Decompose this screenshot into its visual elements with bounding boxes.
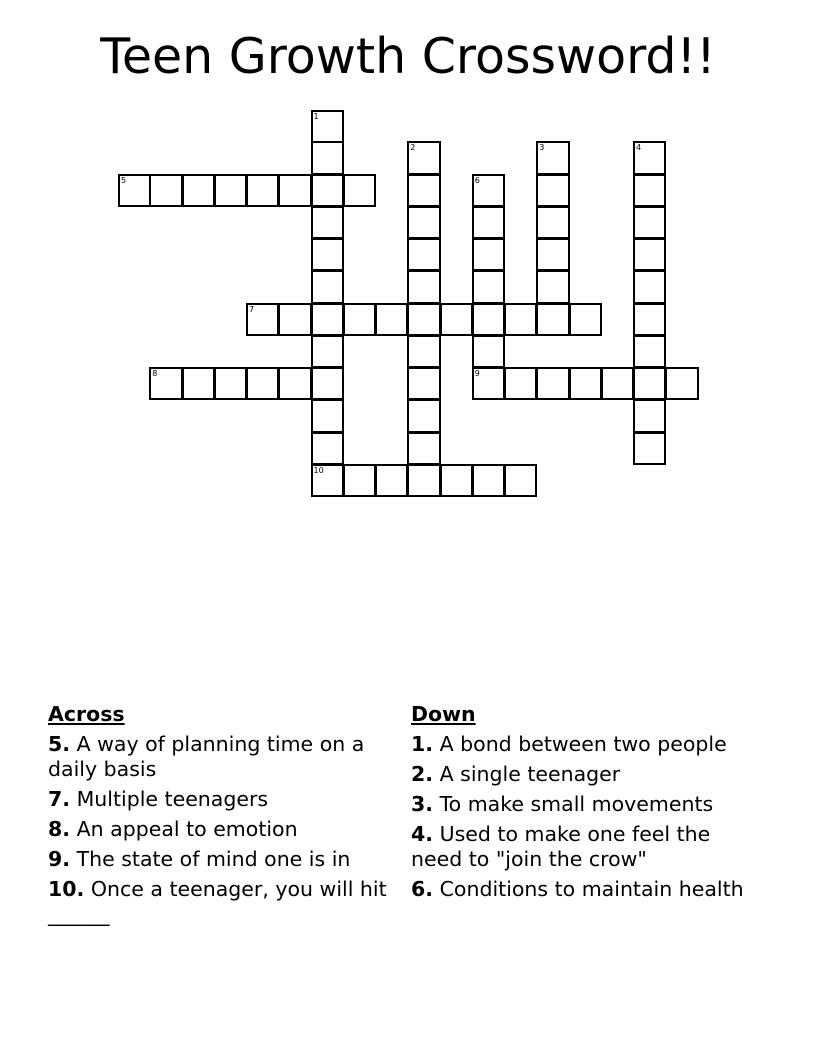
- grid-cell[interactable]: [182, 367, 215, 400]
- clue-text: To make small movements: [439, 792, 714, 816]
- grid-cell[interactable]: [504, 367, 537, 400]
- grid-cell[interactable]: [407, 464, 440, 497]
- across-clue: [48, 817, 388, 842]
- grid-cell[interactable]: [246, 367, 279, 400]
- grid-cell[interactable]: [440, 464, 473, 497]
- down-clue: [411, 732, 751, 757]
- grid-cell[interactable]: [633, 270, 666, 303]
- cell-number: 3: [539, 143, 545, 153]
- across-clue: [48, 847, 388, 872]
- grid-cell[interactable]: [633, 303, 666, 336]
- down-clue: [411, 877, 751, 902]
- cell-number: 10: [313, 465, 324, 475]
- grid-cell[interactable]: [375, 464, 408, 497]
- down-clue: [411, 822, 751, 872]
- cell-number: 4: [636, 143, 642, 153]
- grid-cell[interactable]: [278, 367, 311, 400]
- grid-cell[interactable]: [665, 367, 698, 400]
- clue-text: A single teenager: [439, 762, 621, 786]
- grid-cell[interactable]: [407, 367, 440, 400]
- clue-text: A bond between two people: [439, 732, 727, 756]
- grid-cell[interactable]: [504, 464, 537, 497]
- grid-cell[interactable]: [472, 174, 505, 207]
- grid-cell[interactable]: [407, 206, 440, 239]
- cell-number: 9: [474, 369, 480, 378]
- clue-text: A way of planning time on a daily basis: [48, 732, 365, 781]
- grid-cell[interactable]: [633, 335, 666, 368]
- grid-cell[interactable]: [278, 174, 311, 207]
- grid-cell[interactable]: [407, 174, 440, 207]
- grid-cell[interactable]: [311, 367, 344, 400]
- grid-cell[interactable]: [311, 174, 344, 207]
- grid-cell[interactable]: [504, 303, 537, 336]
- across-clues: [48, 702, 388, 932]
- clue-number: 1.: [411, 732, 434, 756]
- grid-cell[interactable]: [569, 303, 602, 336]
- grid-cell[interactable]: [343, 464, 376, 497]
- grid-cell[interactable]: [311, 110, 344, 143]
- grid-cell[interactable]: [472, 335, 505, 368]
- grid-cell[interactable]: [407, 303, 440, 336]
- clue-text: Used to make one feel the need to "join the crow": [411, 822, 711, 871]
- grid-cell[interactable]: [311, 464, 344, 497]
- clue-text: Multiple teenagers: [76, 787, 269, 811]
- grid-cell[interactable]: [536, 367, 569, 400]
- cell-number: 5: [121, 175, 127, 185]
- grid-cell[interactable]: [407, 399, 440, 432]
- grid-cell[interactable]: [407, 238, 440, 271]
- cell-number: 2: [410, 143, 416, 153]
- grid-cell[interactable]: [472, 238, 505, 271]
- grid-cell[interactable]: [601, 367, 634, 400]
- clue-number: 10.: [48, 877, 85, 901]
- grid-cell[interactable]: [536, 238, 569, 271]
- clue-number: 2.: [411, 762, 434, 786]
- clue-number: 6.: [411, 877, 434, 901]
- cell-number: 6: [474, 175, 480, 185]
- crossword-grid: [0, 0, 816, 520]
- grid-cell[interactable]: [536, 270, 569, 303]
- cell-number: 1: [313, 112, 319, 121]
- puzzle-title: Teen Growth Crossword!!: [100, 28, 716, 85]
- grid-cell[interactable]: [407, 141, 440, 174]
- across-clue: [48, 732, 388, 782]
- grid-cell[interactable]: [118, 174, 151, 207]
- grid-cell[interactable]: [311, 141, 344, 174]
- grid-cell[interactable]: [633, 174, 666, 207]
- grid-cell[interactable]: [311, 270, 344, 303]
- clue-number: 3.: [411, 792, 434, 816]
- grid-cell[interactable]: [472, 206, 505, 239]
- down-clue: [411, 762, 751, 787]
- grid-cell[interactable]: [375, 303, 408, 336]
- across-clue: [48, 787, 388, 812]
- grid-cell[interactable]: [246, 303, 279, 336]
- clue-text: The state of mind one is in: [76, 847, 351, 871]
- grid-cell[interactable]: [440, 303, 473, 336]
- clue-number: 4.: [411, 822, 434, 846]
- across-heading: Across: [48, 702, 125, 726]
- across-clue: [48, 877, 388, 927]
- cell-number: 7: [249, 304, 255, 314]
- clue-number: 8.: [48, 817, 71, 841]
- grid-cell[interactable]: [633, 238, 666, 271]
- grid-cell[interactable]: [311, 238, 344, 271]
- grid-cell[interactable]: [149, 174, 182, 207]
- grid-cell[interactable]: [311, 303, 344, 336]
- clue-text: Conditions to maintain health: [439, 877, 744, 901]
- down-heading: Down: [411, 702, 476, 726]
- grid-cell[interactable]: [633, 432, 666, 465]
- grid-cell[interactable]: [472, 303, 505, 336]
- grid-cell[interactable]: [311, 432, 344, 465]
- grid-cell[interactable]: [633, 367, 666, 400]
- grid-cell[interactable]: [311, 399, 344, 432]
- grid-cell[interactable]: [343, 303, 376, 336]
- clue-text: Once a teenager, you will hit ______: [48, 877, 387, 926]
- grid-cell[interactable]: [182, 174, 215, 207]
- clue-text: An appeal to emotion: [76, 817, 298, 841]
- grid-cell[interactable]: [214, 367, 247, 400]
- grid-cell[interactable]: [472, 367, 505, 400]
- grid-cell[interactable]: [407, 432, 440, 465]
- grid-cell[interactable]: [633, 399, 666, 432]
- down-clue: [411, 792, 751, 817]
- clue-number: 7.: [48, 787, 71, 811]
- grid-cell[interactable]: [536, 141, 569, 174]
- down-clues: [411, 702, 751, 907]
- cell-number: 8: [152, 369, 158, 378]
- grid-cell[interactable]: [569, 367, 602, 400]
- grid-cell[interactable]: [343, 174, 376, 207]
- grid-cell[interactable]: [472, 464, 505, 497]
- clue-number: 9.: [48, 847, 71, 871]
- grid-cell[interactable]: [246, 174, 279, 207]
- grid-cell[interactable]: [311, 335, 344, 368]
- grid-cell[interactable]: [633, 206, 666, 239]
- grid-cell[interactable]: [311, 206, 344, 239]
- grid-cell[interactable]: [149, 367, 182, 400]
- grid-cell[interactable]: [407, 270, 440, 303]
- grid-cell[interactable]: [407, 335, 440, 368]
- grid-cell[interactable]: [633, 141, 666, 174]
- grid-cell[interactable]: [536, 206, 569, 239]
- clue-number: 5.: [48, 732, 71, 756]
- grid-cell[interactable]: [214, 174, 247, 207]
- grid-cell[interactable]: [278, 303, 311, 336]
- grid-cell[interactable]: [472, 270, 505, 303]
- grid-cell[interactable]: [536, 174, 569, 207]
- grid-cell[interactable]: [536, 303, 569, 336]
